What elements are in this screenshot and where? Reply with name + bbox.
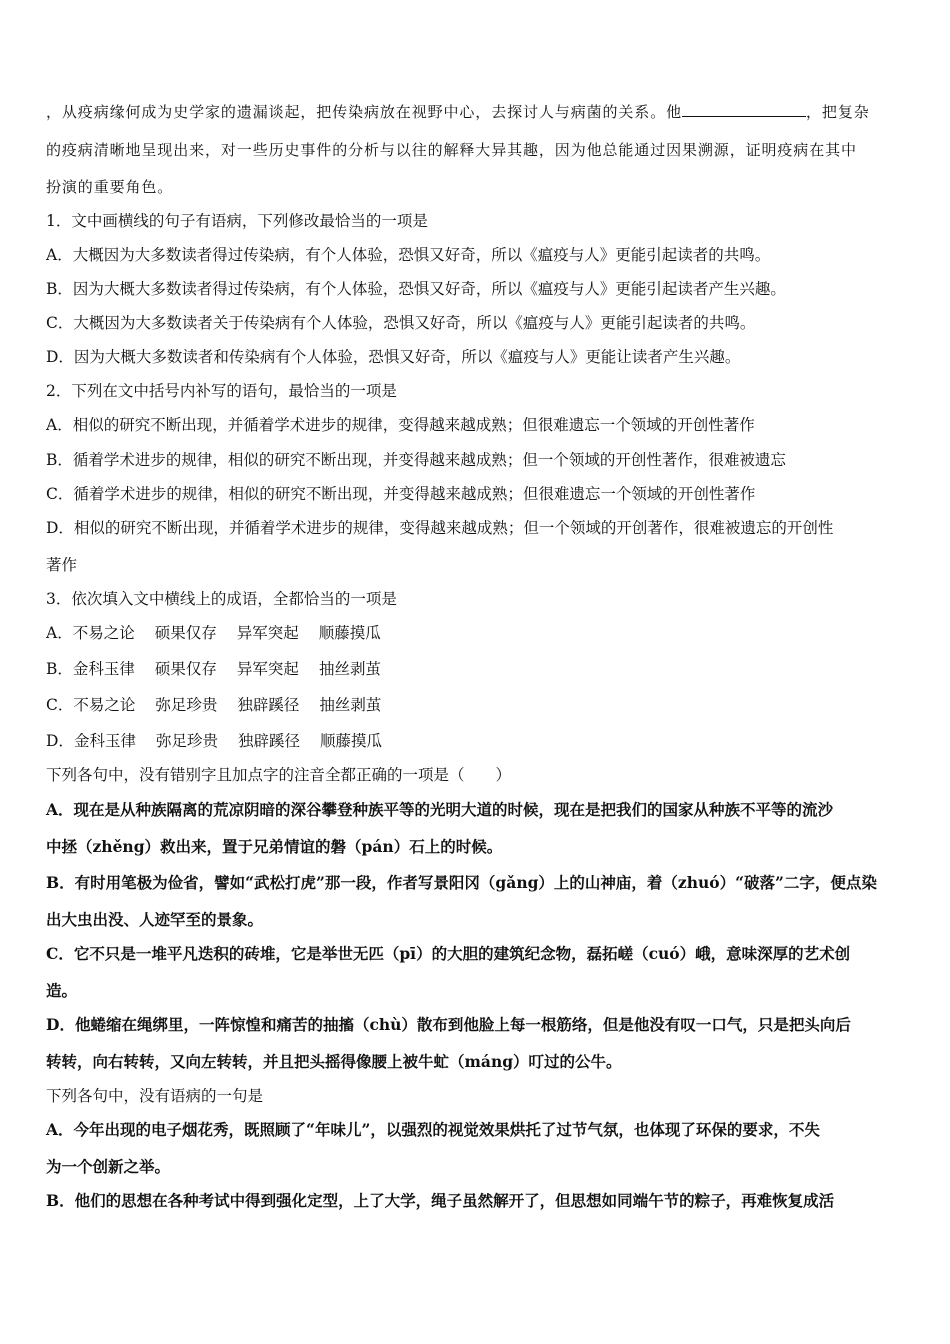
q5-option-a-line-2: 为一个创新之举。 [46,1157,171,1176]
q4-option-d-line-2: 转转，向右转转，又向左转转，并且把头摇得像腰上被牛虻（máng）叮过的公牛。 [46,1052,622,1071]
q1-stem: 1．文中画横线的句子有语病，下列修改最恰当的一项是 [46,212,428,230]
q2-option-b: B．循着学术进步的规律，相似的研究不断出现，并变得越来越成熟；但一个领域的开创性著作，很难被遗忘 [46,451,786,469]
idiom: 弥足珍贵 [155,732,218,750]
q3-option-c [46,695,381,715]
q5-stem: 下列各句中，没有语病的一句是 [46,1087,264,1105]
q1-option-a: A．大概因为大多数读者得过传染病，有个人体验，恐惧又好奇，所以《瘟疫与人》更能引起读者的共鸣。 [46,246,771,264]
q2-option-c: C．循着学术进步的规律，相似的研究不断出现，并变得越来越成熟；但很难遗忘一个领域的开创性著作 [46,485,756,503]
q4-option-a-line-1: A．现在是从种族隔离的荒凉阴暗的深谷攀登种族平等的光明大道的时候，现在是把我们的国家从种族不平等的流沙 [46,800,834,819]
q3-option-d [46,731,382,751]
idiom: 不易之论 [72,624,135,642]
passage-line-3: 扮演的重要角色。 [46,178,174,196]
idiom: 顺藤摸瓜 [318,624,381,642]
q4-option-c-line-1: C．它不只是一堆平凡迭积的砖堆，它是举世无匹（pī）的大胆的建筑纪念物，磊拓嵯（cuó）峨，意味深厚的艺术创 [46,944,851,963]
passage-text: ，从疫病缘何成为史学家的遗漏谈起，把传染病放在视野中心，去探讨人与病菌的关系。他 [46,103,683,121]
idiom: 独辟蹊径 [237,732,300,750]
option-label: B． [46,660,73,678]
option-label: C． [46,696,74,714]
q4-option-c-line-2: 造。 [46,981,78,1000]
fill-blank [682,102,806,117]
q2-option-a: A．相似的研究不断出现，并循着学术进步的规律，变得越来越成熟；但很难遗忘一个领域的开创性著作 [46,416,755,434]
q2-option-d-line-1: D．相似的研究不断出现，并循着学术进步的规律，变得越来越成熟；但一个领域的开创著作，很难被遗忘的开创性 [46,519,834,537]
idiom: 顺藤摸瓜 [319,732,382,750]
idiom: 抽丝剥茧 [318,660,381,678]
idiom: 异军突起 [236,624,299,642]
passage-line-1 [46,102,870,122]
q2-option-d-line-2: 著作 [46,556,78,574]
idiom: 独辟蹊径 [237,696,300,714]
q3-option-b [46,659,381,679]
q5-option-a-line-1: A．今年出现的电子烟花秀，既照顾了“年味儿”，以强烈的视觉效果烘托了过节气氛，也体现了环保的要求，不失 [46,1120,820,1139]
q4-option-d-line-1: D．他蜷缩在绳绑里，一阵惊惶和痛苦的抽搐（chù）散布到他脸上每一根筋络，但是他没有叹一口气，只是把头向后 [46,1015,851,1034]
passage-line-2: 的疫病清晰地呈现出来，对一些历史事件的分析与以往的解释大异其趣，因为他总能通过因果溯源，证明疫病在其中 [46,141,857,159]
q4-option-b-line-1: B．有时用笔极为俭省，譬如“武松打虎”那一段，作者写景阳冈（gǎng）上的山神庙，着（zhuó）“破落”二字，便点染 [46,873,877,892]
option-label: D． [46,732,74,750]
q5-option-b-line-1: B．他们的思想在各种考试中得到强化定型，上了大学，绳子虽然解开了，但思想如同端午节的粽子，再难恢复成活 [46,1191,835,1210]
idiom: 不易之论 [73,696,136,714]
passage-text: ，把复杂 [806,103,870,121]
idiom: 硕果仅存 [154,660,217,678]
q2-stem: 2．下列在文中括号内补写的语句，最恰当的一项是 [46,382,397,400]
q4-stem: 下列各句中，没有错别字且加点字的注音全都正确的一项是（ ） [46,766,512,784]
q3-option-a [46,623,381,643]
q1-option-d: D．因为大概大多数读者和传染病有个人体验，恐惧又好奇，所以《瘟疫与人》更能让读者产生兴趣。 [46,348,741,366]
option-label: A． [46,624,73,642]
q1-option-c: C．大概因为大多数读者关于传染病有个人体验，恐惧又好奇，所以《瘟疫与人》更能引起读者的共鸣。 [46,314,756,332]
idiom: 硕果仅存 [154,624,217,642]
idiom: 抽丝剥茧 [319,696,382,714]
idiom: 异军突起 [236,660,299,678]
q1-option-b: B．因为大概大多数读者得过传染病，有个人体验，恐惧又好奇，所以《瘟疫与人》更能引起读者产生兴趣。 [46,280,786,298]
idiom: 弥足珍贵 [155,696,218,714]
q4-option-b-line-2: 出大虫出没、人迹罕至的景象。 [46,910,264,929]
q4-option-a-line-2: 中拯（zhěng）救出来，置于兄弟情谊的磐（pán）石上的时候。 [46,837,503,856]
idiom: 金科玉律 [72,660,135,678]
idiom: 金科玉律 [73,732,136,750]
q3-stem: 3．依次填入文中横线上的成语，全都恰当的一项是 [46,590,397,608]
